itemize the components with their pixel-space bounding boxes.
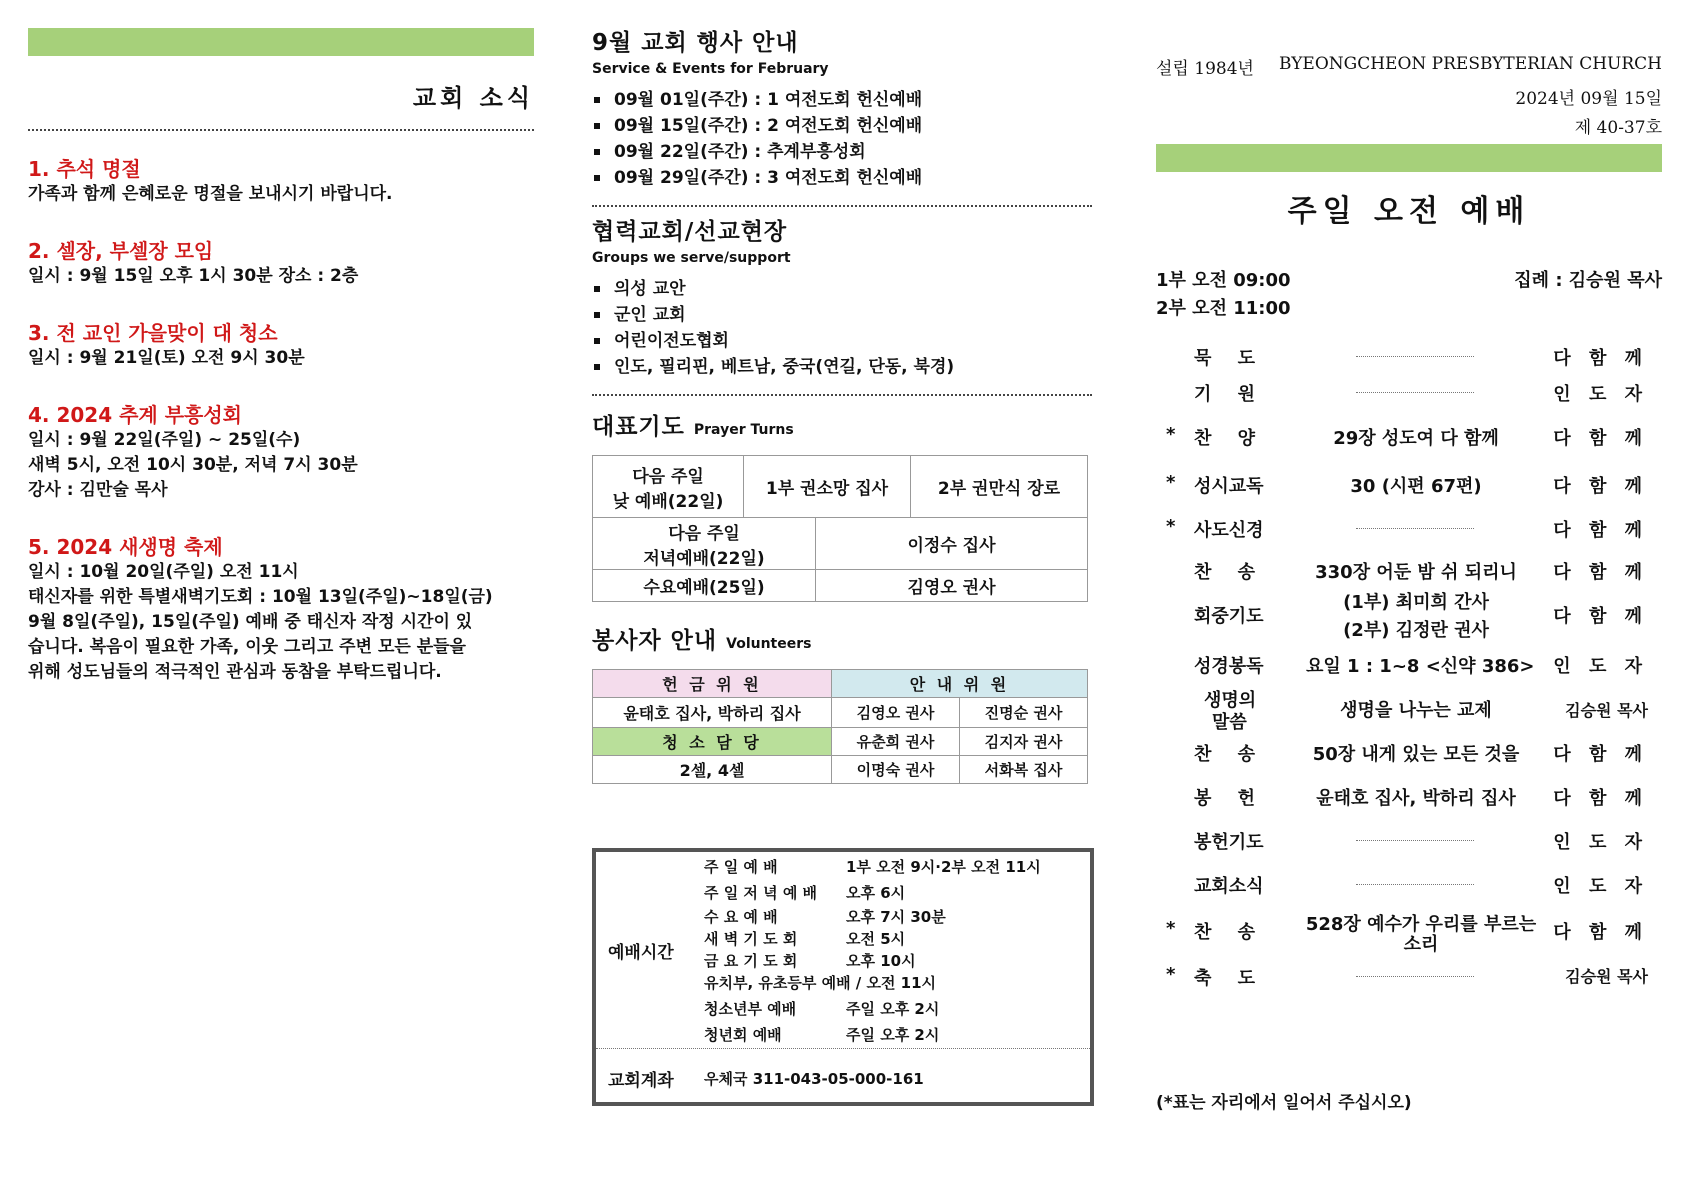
order-dotted-leader [1356,884,1474,885]
bulletin-issue: 제 40-37호 [1574,118,1662,138]
news-item [28,399,534,503]
news-heading: 5. 2024 새생명 축제 [28,535,223,559]
news-line: 일시 : 9월 15일 오후 1시 30분 장소 : 2층 [28,266,359,286]
order-leader: 인 도 자 [1553,876,1648,897]
volunteers-title [592,622,1092,655]
news-line: 강사 : 김만술 목사 [28,480,168,500]
group-item: 군인 교회 [592,302,1092,328]
worship-row-time: 오후 7시 30분 [846,908,946,926]
prayer-label-line: 낮 예배(22일) [612,491,724,512]
news-heading: 1. 추석 명절 [28,157,141,181]
cleaning-value: 2셀, 4셀 [593,756,832,784]
worship-row-time: 1부 오전 9시·2부 오전 11시 [846,858,1041,876]
event-item: 09월 15일(주간) : 2 여전도회 헌신예배 [592,113,1092,139]
account-label: 교회계좌 [608,1071,674,1091]
order-leader: 다 함 께 [1553,428,1648,449]
worship-row-name: 주 일 저 녁 예 배 [704,884,818,902]
order-leader: 다 함 께 [1553,476,1648,497]
news-line: 가족과 함께 은혜로운 명절을 보내시기 바랍니다. [28,184,393,204]
usher-name: 유춘희 권사 [832,728,960,756]
standing-note: (*표는 자리에서 일어서 주십시오) [1156,1093,1412,1113]
volunteers-title-text: 봉사자 안내 [592,628,718,654]
order-item: 성경봉독 [1194,656,1264,677]
order-item: 회중기도 [1194,606,1264,627]
order-dotted-leader [1356,356,1474,357]
prayer-row3-label: 수요예배(25일) [593,570,816,602]
order-item: 생명의 [1204,690,1257,711]
news-item [28,317,534,371]
group-item: 의성 교안 [592,276,1092,302]
info-column [592,0,1092,784]
worship-row-name: 청소년부 예배 [704,1000,797,1018]
order-content: 요일 1 : 1~8 <신약 386> [1306,656,1535,677]
news-line: 일시 : 10월 20일(주일) 오전 11시 [28,562,299,582]
order-content: 528장 예수가 우리를 부르는 [1305,914,1537,935]
founded-year: 설립 1984년 [1156,59,1254,79]
worship-times-section [596,852,1090,1048]
account-value: 우체국 311-043-05-000-161 [704,1070,924,1088]
cleaning-header: 청 소 담 당 [593,728,832,756]
order-content: 생명을 나누는 교제 [1340,700,1492,721]
order-item: 성시교독 [1194,476,1264,497]
order-star: * [1166,964,1176,985]
events-list [592,87,1092,191]
order-item-line2: 말씀 [1212,712,1247,733]
news-line: 9월 8일(주일), 15일(주일) 예배 중 태신자 작정 시간이 있 [28,612,473,632]
worship-row-name: 새 벽 기 도 회 [704,930,798,948]
mid-divider-2 [592,394,1092,396]
order-dotted-leader [1356,976,1474,977]
event-item: 09월 29일(주간) : 3 여전도회 헌신예배 [592,165,1092,191]
prayer-row2-value: 이정수 집사 [816,518,1088,570]
groups-subtitle: Groups we serve/support [592,250,791,266]
order-item: 축 도 [1194,968,1266,989]
prayer-row2-label [593,518,816,570]
service-title: 주일 오전 예배 [1287,194,1531,229]
order-content: 30 (시편 67편) [1350,476,1482,497]
prayer-label-line: 다음 주일 [632,466,704,487]
order-leader: 김승원 목사 [1565,701,1648,720]
worship-row-name: 유치부, 유초등부 예배 / 오전 11시 [704,974,937,992]
service-time-2: 2부 오전 11:00 [1156,298,1291,319]
order-dotted-leader [1356,392,1474,393]
news-line: 일시 : 9월 22일(주일) ~ 25일(수) [28,430,301,450]
order-item: 찬 양 [1194,428,1266,449]
presider: 집례 : 김승원 목사 [1514,270,1662,291]
worship-row-name: 금 요 기 도 회 [704,952,798,970]
usher-name: 진명순 권사 [960,698,1088,728]
order-content: 29장 성도여 다 함께 [1333,428,1499,449]
order-item: 묵 도 [1194,348,1266,369]
order-leader: 다 함 께 [1553,562,1648,583]
prayer-title [592,408,1092,441]
order-content: 330장 어둔 밤 쉬 되리니 [1315,562,1517,583]
worship-row-time: 오전 5시 [846,930,906,948]
worship-times-box [592,848,1094,1106]
groups-list [592,276,1092,380]
worship-row-name: 청년회 예배 [704,1026,782,1044]
news-item [28,531,534,685]
news-list [28,153,534,685]
news-heading: 2. 셀장, 부셀장 모임 [28,239,214,263]
church-name: BYEONGCHEON PRESBYTERIAN CHURCH [1279,54,1662,74]
right-green-bar [1156,144,1662,172]
usher-name: 이명숙 권사 [832,756,960,784]
news-line: 위해 성도님들의 적극적인 관심과 동참을 부탁드립니다. [28,662,442,682]
worship-row-time: 오후 6시 [846,884,906,902]
order-item: 찬 송 [1194,922,1266,943]
prayer-table [592,455,1088,518]
prayer-row1-label [593,456,744,518]
offering-names: 윤태호 집사, 박하리 집사 [593,698,832,728]
order-leader: 인 도 자 [1553,384,1648,405]
worship-times-label: 예배시간 [608,943,674,963]
order-star: * [1166,472,1176,493]
offering-header: 헌 금 위 원 [593,670,832,698]
worship-row-time: 주일 오후 2시 [846,1000,940,1018]
worship-row-time: 오후 10시 [846,952,916,970]
order-content-line2: 소리 [1403,934,1439,955]
events-title: 9월 교회 행사 안내 [592,30,799,56]
prayer-table-lower [592,517,1088,602]
order-content: 50장 내게 있는 모든 것을 [1312,744,1520,765]
prayer-row1-second: 2부 권만식 장로 [911,456,1088,518]
news-line: 태신자를 위한 특별새벽기도회 : 10월 13일(주일)~18일(금) [28,587,493,607]
order-leader: 김승원 목사 [1565,967,1648,986]
order-item: 기 원 [1194,384,1266,405]
news-line: 새벽 5시, 오전 10시 30분, 저녁 7시 30분 [28,455,358,475]
service-time-1: 1부 오전 09:00 [1156,270,1291,291]
order-item: 찬 송 [1194,562,1266,583]
order-content: (1부) 최미희 간사 [1343,592,1489,613]
order-dotted-leader [1356,528,1474,529]
worship-row-name: 주 일 예 배 [704,858,778,876]
order-dotted-leader [1356,840,1474,841]
group-item: 어린이전도협회 [592,328,1092,354]
order-content-line2: (2부) 김정란 권사 [1343,620,1489,641]
order-star: * [1166,424,1176,445]
event-item: 09월 01일(주간) : 1 여전도회 헌신예배 [592,87,1092,113]
order-item: 사도신경 [1194,520,1264,541]
order-star: * [1166,918,1176,939]
worship-times-divider [596,1048,1090,1049]
order-leader: 다 함 께 [1553,788,1648,809]
events-subtitle: Service & Events for February [592,61,829,77]
news-column [28,0,534,685]
bulletin-date: 2024년 09월 15일 [1515,89,1662,109]
worship-row-name: 수 요 예 배 [704,908,778,926]
prayer-row1-first: 1부 권소망 집사 [744,456,911,518]
usher-name: 김지자 권사 [960,728,1088,756]
usher-name: 서화복 집사 [960,756,1088,784]
prayer-row3-value: 김영오 권사 [816,570,1088,602]
order-leader: 다 함 께 [1553,348,1648,369]
news-item [28,235,534,289]
news-title: 교회 소식 [412,84,534,112]
news-item [28,153,534,207]
left-green-bar [28,28,534,56]
prayer-subtitle: Prayer Turns [693,422,794,438]
group-item: 인도, 필리핀, 베트남, 중국(연길, 단동, 북경) [592,354,1092,380]
worship-row-time: 주일 오후 2시 [846,1026,940,1044]
mid-divider-1 [592,205,1092,207]
prayer-label-line: 저녁예배(22일) [643,548,765,569]
volunteers-table [592,669,1088,784]
volunteers-subtitle: Volunteers [726,636,812,652]
news-line: 습니다. 복음이 필요한 가족, 이웃 그리고 주변 모든 분들을 [28,637,466,657]
order-leader: 인 도 자 [1553,656,1648,677]
order-star: * [1166,516,1176,537]
news-heading: 3. 전 교인 가을맞이 대 청소 [28,321,278,345]
order-leader: 다 함 께 [1553,520,1648,541]
usher-name: 김영오 권사 [832,698,960,728]
order-leader: 다 함 께 [1553,606,1648,627]
order-leader: 다 함 께 [1553,922,1648,943]
order-item: 찬 송 [1194,744,1266,765]
order-item: 봉헌기도 [1194,832,1264,853]
left-dotted-divider [28,129,534,131]
prayer-title-text: 대표기도 [592,414,685,440]
usher-header: 안 내 위 원 [832,670,1088,698]
news-line: 일시 : 9월 21일(토) 오전 9시 30분 [28,348,305,368]
news-heading: 4. 2024 추계 부흥성회 [28,403,242,427]
prayer-label-line: 다음 주일 [668,523,740,544]
order-leader: 인 도 자 [1553,832,1648,853]
order-leader: 다 함 께 [1553,744,1648,765]
order-item: 교회소식 [1194,876,1264,897]
order-content: 윤태호 집사, 박하리 집사 [1316,788,1516,809]
event-item: 09월 22일(주간) : 추계부흥성회 [592,139,1092,165]
order-item: 봉 헌 [1194,788,1266,809]
groups-title: 협력교회/선교현장 [592,219,788,245]
